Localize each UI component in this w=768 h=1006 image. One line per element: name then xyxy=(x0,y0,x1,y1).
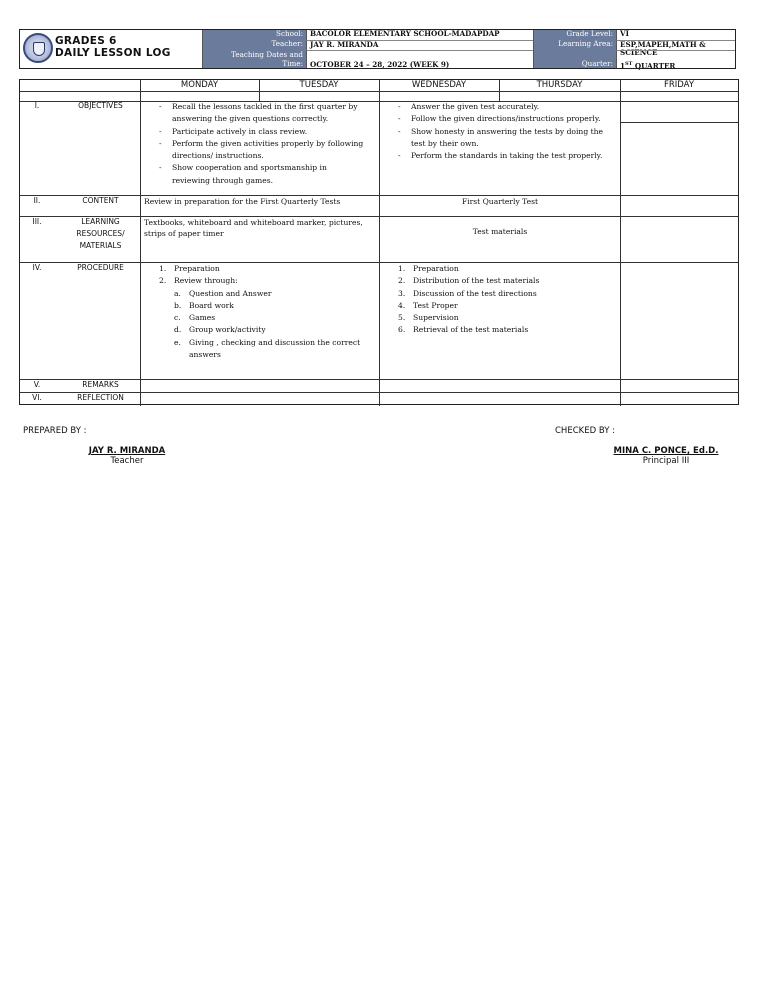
teacher-label: Teacher: xyxy=(202,40,306,50)
deped-seal-icon xyxy=(23,33,53,63)
procedure-step xyxy=(380,275,616,287)
dates-label xyxy=(202,50,306,68)
title-log: DAILY LESSON LOG xyxy=(55,47,171,59)
dates-label-line1: Teaching Dates and xyxy=(231,50,303,59)
prepared-by-name: JAY R. MIRANDA xyxy=(88,446,166,456)
procedure-substep xyxy=(141,300,377,312)
procedure-step xyxy=(380,312,616,324)
procedure-substep xyxy=(141,324,377,336)
prepared-by-title: Teacher xyxy=(110,456,144,466)
objective-item: - Perform the given activities properly by following directions/ instructions. xyxy=(141,138,366,163)
row-num: II. xyxy=(33,196,41,205)
row-text: CONTENT xyxy=(82,196,119,205)
day-header-wednesday: WEDNESDAY xyxy=(411,80,467,90)
row-text-line: RESOURCES/ xyxy=(76,229,125,238)
step-number: 2. xyxy=(398,276,406,286)
step-number: 4. xyxy=(398,300,406,310)
substep-text: Question and Answer xyxy=(189,288,272,298)
dates-value: OCTOBER 24 – 28, 2022 (WEEK 9) xyxy=(306,50,533,68)
substep-letter: b. xyxy=(174,300,182,310)
step-number: 5. xyxy=(398,313,406,323)
mon-tue-content: Review in preparation for the First Quarterly Tests xyxy=(144,197,341,206)
procedure-substep xyxy=(141,312,377,324)
area-label: Learning Area: xyxy=(533,40,616,50)
day-header-friday: FRIDAY xyxy=(663,80,695,90)
step-text: Discussion of the test directions xyxy=(413,288,537,298)
step-number: 6. xyxy=(398,325,406,335)
step-text: Preparation xyxy=(174,264,220,273)
header-title-cell xyxy=(20,30,202,68)
procedure-step xyxy=(380,263,616,275)
objective-item: - Show cooperation and sportsmanship in reviewing through games. xyxy=(141,162,366,187)
row-text: PROCEDURE xyxy=(77,263,124,272)
checked-by-name: MINA C. PONCE, Ed.D. xyxy=(613,446,719,456)
objective-item: - Perform the standards in taking the test properly. xyxy=(380,150,608,162)
day-header-tuesday: TUESDAY xyxy=(299,80,339,90)
row-num: IV. xyxy=(32,263,42,272)
substep-letter: d. xyxy=(174,325,182,335)
teacher-value: JAY R. MIRANDA xyxy=(306,40,533,50)
row-text xyxy=(58,216,143,252)
substep-text: Board work xyxy=(189,300,234,310)
step-text: Distribution of the test materials xyxy=(413,276,540,286)
row-text: OBJECTIVES xyxy=(78,101,123,110)
area-value: ESP,MAPEH,MATH & SCIENCE xyxy=(616,40,735,50)
grade-value: VI xyxy=(616,30,735,40)
step-number: 2. xyxy=(159,276,167,286)
mon-tue-objectives xyxy=(141,101,366,187)
quarter-value xyxy=(616,50,735,71)
row-text: REFLECTION xyxy=(77,393,124,402)
prepared-by-label: PREPARED BY : xyxy=(23,426,87,436)
step-text: Supervision xyxy=(413,313,459,323)
wed-thu-content: First Quarterly Test xyxy=(461,197,539,206)
step-text: Test Proper xyxy=(413,300,458,310)
header-info-grid xyxy=(202,29,735,71)
step-number: 1. xyxy=(398,264,406,273)
substep-text: Games xyxy=(189,313,216,323)
mon-tue-resources: Textbooks, whiteboard and whiteboard marker, pictures, strips of paper timer xyxy=(144,218,363,238)
objective-item: - Answer the given test accurately. xyxy=(380,101,608,113)
step-number: 1. xyxy=(159,264,167,273)
prepared-by-block xyxy=(60,446,194,466)
wed-thu-objectives xyxy=(380,101,608,162)
procedure-step xyxy=(141,275,377,287)
step-text: Review through: xyxy=(174,276,238,286)
quarter-suffix: ST xyxy=(625,61,633,67)
procedure-step xyxy=(380,288,616,300)
row-num: VI. xyxy=(32,393,42,402)
document-title xyxy=(55,35,171,59)
row-num: III. xyxy=(32,217,42,226)
lesson-plan-table xyxy=(19,79,739,405)
quarter-number: 1 xyxy=(620,61,626,71)
procedure-step xyxy=(380,324,616,336)
row-text-line: LEARNING xyxy=(81,217,120,226)
quarter-word: QUARTER xyxy=(632,61,676,71)
substep-text: Giving , checking and discussion the correct answers xyxy=(189,337,361,360)
grade-label: Grade Level: xyxy=(533,30,616,40)
checked-by-block xyxy=(596,446,736,466)
wed-thu-resources: Test materials xyxy=(472,227,528,236)
row-num: I. xyxy=(34,101,40,110)
mon-tue-procedure xyxy=(141,263,377,361)
substep-letter: c. xyxy=(174,313,181,323)
row-num: V. xyxy=(33,380,41,389)
checked-by-title: Principal III xyxy=(642,456,690,466)
objective-item: - Recall the lessons tackled in the first quarter by answering the given questions correctly. xyxy=(141,101,366,126)
row-text-line: MATERIALS xyxy=(79,241,122,250)
step-text: Retrieval of the test materials xyxy=(413,325,529,335)
procedure-step xyxy=(380,300,616,312)
school-value: BACOLOR ELEMENTARY SCHOOL-MADAPDAP xyxy=(306,30,533,40)
title-grade: GRADES 6 xyxy=(55,35,117,47)
objective-item: - Show honesty in answering the tests by doing the test by their own. xyxy=(380,126,608,151)
procedure-substep xyxy=(141,288,377,300)
objective-item: - Participate actively in class review. xyxy=(141,126,366,138)
day-header-monday: MONDAY xyxy=(180,80,219,90)
dates-label-line2: Time: xyxy=(282,59,303,68)
checked-by-label: CHECKED BY : xyxy=(555,426,615,436)
substep-letter: e. xyxy=(174,337,181,347)
lesson-log-header xyxy=(19,29,736,69)
substep-text: Group work/activity xyxy=(189,325,266,335)
row-text: REMARKS xyxy=(82,380,119,389)
wed-thu-procedure xyxy=(380,263,616,337)
school-label: School: xyxy=(202,30,306,40)
step-text: Preparation xyxy=(413,264,459,273)
day-header-thursday: THURSDAY xyxy=(536,80,583,90)
substep-letter: a. xyxy=(174,288,181,298)
quarter-label: Quarter: xyxy=(533,50,616,68)
step-number: 3. xyxy=(398,288,406,298)
objective-item: - Follow the given directions/instructions properly. xyxy=(380,113,608,125)
procedure-substep xyxy=(141,337,377,362)
procedure-step xyxy=(141,263,377,275)
